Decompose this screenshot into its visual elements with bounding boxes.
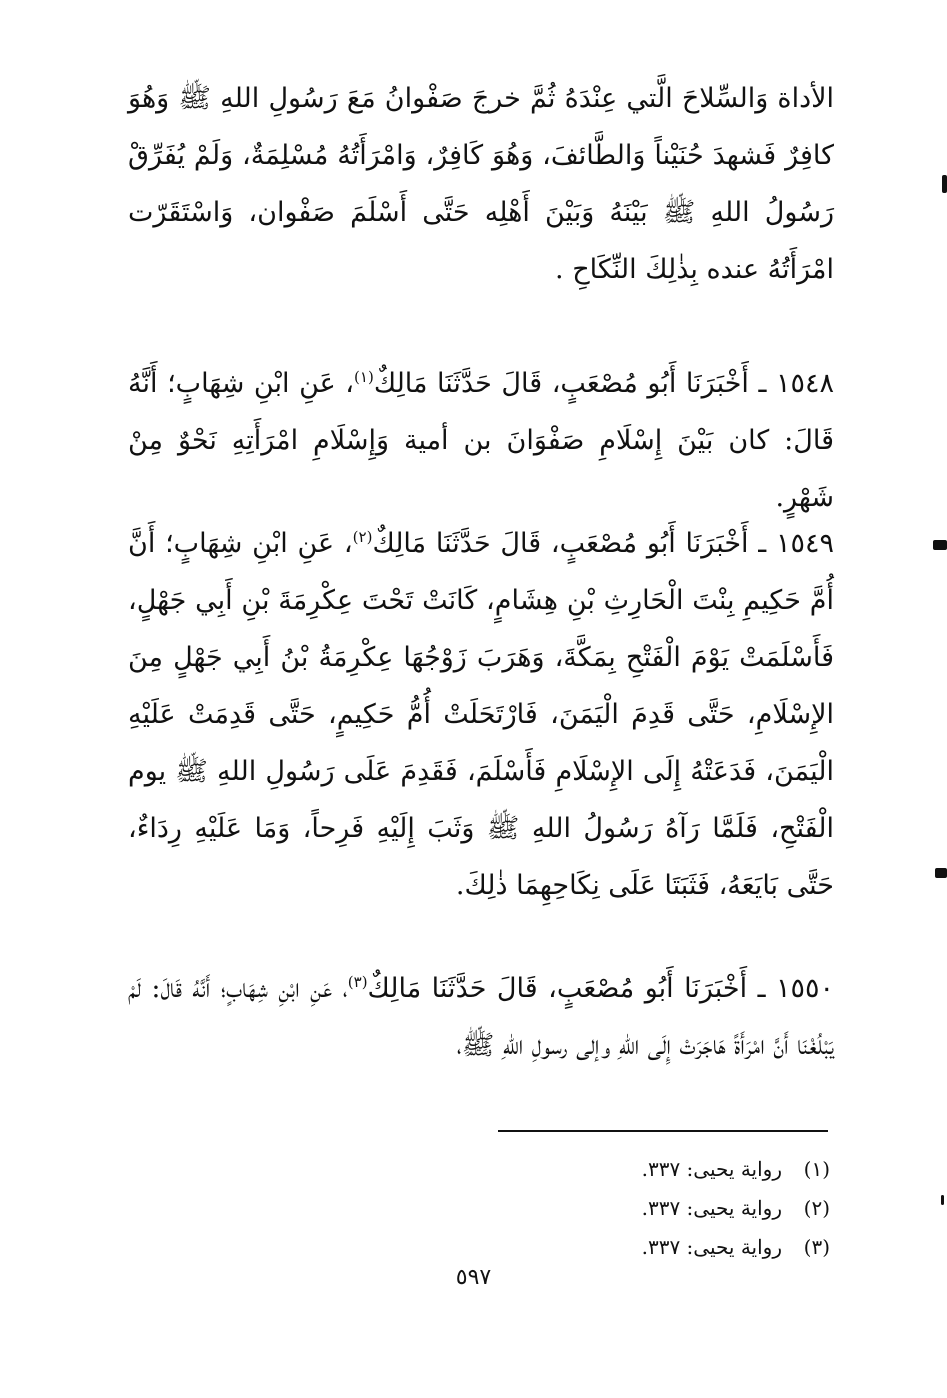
hadith-opening: ـ أَخْبَرَنَا أَبُو مُصْعَبٍ، قَالَ حَدَّثَنَا مَالِكٌ [367,973,766,1004]
intro-text: الأداة وَالسِّلاحَ الَّتي عِنْدَهُ ثُمَّ خرجَ صَفْوانُ مَعَ رَسُولِ اللهِ ﷺ وَهُوَ كافِرٌ فَشهدَ حُنَيْناً وَالطَّائفَ، وَهُوَ كَافِرٌ، وَامْرَأَتُهُ مُسْلِمَةٌ، وَلَمْ يُفَرِّقْ رَسُولُ اللهِ ﷺ بَيْنَهُ وَبَيْنَ أَهْلِه حَتَّى أَسْلَمَ صَفْوان، وَاسْتَقَرّت امْرَأَتُهُ عنده بِذٰلِكَ النِّكَاحِ . [128,83,835,285]
hadith-opening: ـ أَخْبَرَنَا أَبُو مُصْعَبٍ، قَالَ حَدَّثَنَا مَالِكٌ [373,368,767,399]
hadith-number: ١٥٥٠ [775,973,834,1004]
intro-paragraph [128,70,834,298]
footnotes [500,1150,830,1267]
hadith-1550 [128,960,834,1074]
footnote-text: رواية يحيى: ٣٣٧. [641,1157,782,1181]
hadith-text: ، عَنِ ابْنِ شِهَابٍ؛ أَنَّهُ قَالَ: لَمْ يَبْلُغْنَا أَنَّ امْرَأَةً هَاجَرَتْ إِلَى اللهِ وإلى رسولِ اللهِ ﷺ، [128,973,834,1061]
footnote-text: رواية يحيى: ٣٣٧. [641,1235,782,1259]
footnote-number: (١) [803,1157,830,1181]
footnote-reference: (٣) [347,973,368,991]
page-number: ٥٩٧ [455,1265,492,1290]
hadith-number: ١٥٤٨ [775,368,834,399]
footnote-divider [498,1130,828,1132]
scan-edge-mark [935,868,947,878]
scan-edge-mark [942,175,947,193]
footnote-number: (٢) [803,1196,830,1220]
scan-edge-mark [933,540,947,550]
hadith-text: ، عَنِ ابْنِ شِهَابٍ؛ أَنَّ أُمَّ حَكِيمِ بِنْتَ الْحَارِثِ بْنِ هِشَامٍ، كَانَتْ تَحْتَ عِكْرِمَةَ بْنِ أَبِي جَهْلٍ، فَأَسْلَمَتْ يَوْمَ الْفَتْحِ بِمَكَّةَ، وَهَرَبَ زَوْجُهَا عِكْرِمَةُ بْنُ أَبِي جَهْلٍ مِنَ الإِسْلَامِ، حَتَّى قَدِمَ الْيَمَنَ، فَارْتَحَلَتْ أُمُّ حَكِيمٍ، حَتَّى قَدِمَتْ عَلَيْهِ الْيَمَنَ، فَدَعَتْهُ إِلَى الإِسْلَامِ فَأَسْلَمَ، فَقَدِمَ عَلَى رَسُولِ اللهِ ﷺ يوم الْفَتْحِ، فَلَمَّا رَآهُ رَسُولُ اللهِ ﷺ وَثَبَ إِلَيْهِ فَرِحاً، وَمَا عَلَيْهِ رِدَاءٌ، حَتَّى بَايَعَهُ، فَثَبَتَا عَلَى نِكَاحِهِمَا ذٰلِكَ. [128,528,834,901]
hadith-1550-paragraph [128,960,834,1074]
footnote-item [500,1150,830,1189]
hadith-1548-paragraph [128,355,834,526]
hadith-text: ، عَنِ ابْنِ شِهَابٍ؛ أَنَّهُ قَالَ: كان بَيْنَ إِسْلَامِ صَفْوَانَ بن أمية وَإِسْلَامِ امْرَأَتِهِ نَحْوٌ مِنْ شَهْرٍ. [128,368,835,513]
footnote-reference: (٢) [352,528,373,546]
hadith-1549 [128,515,834,914]
hadith-number: ١٥٤٩ [775,528,834,559]
scan-edge-mark [941,1195,944,1205]
hadith-1549-paragraph [128,515,834,914]
hadith-1548 [128,355,834,526]
hadith-opening: ـ أَخْبَرَنَا أَبُو مُصْعَبٍ، قَالَ حَدَّثَنَا مَالِكٌ [372,528,767,559]
footnote-text: رواية يحيى: ٣٣٧. [641,1196,782,1220]
footnote-number: (٣) [803,1235,830,1259]
footnote-item [500,1228,830,1267]
footnote-item [500,1189,830,1228]
footnote-reference: (١) [354,368,374,386]
